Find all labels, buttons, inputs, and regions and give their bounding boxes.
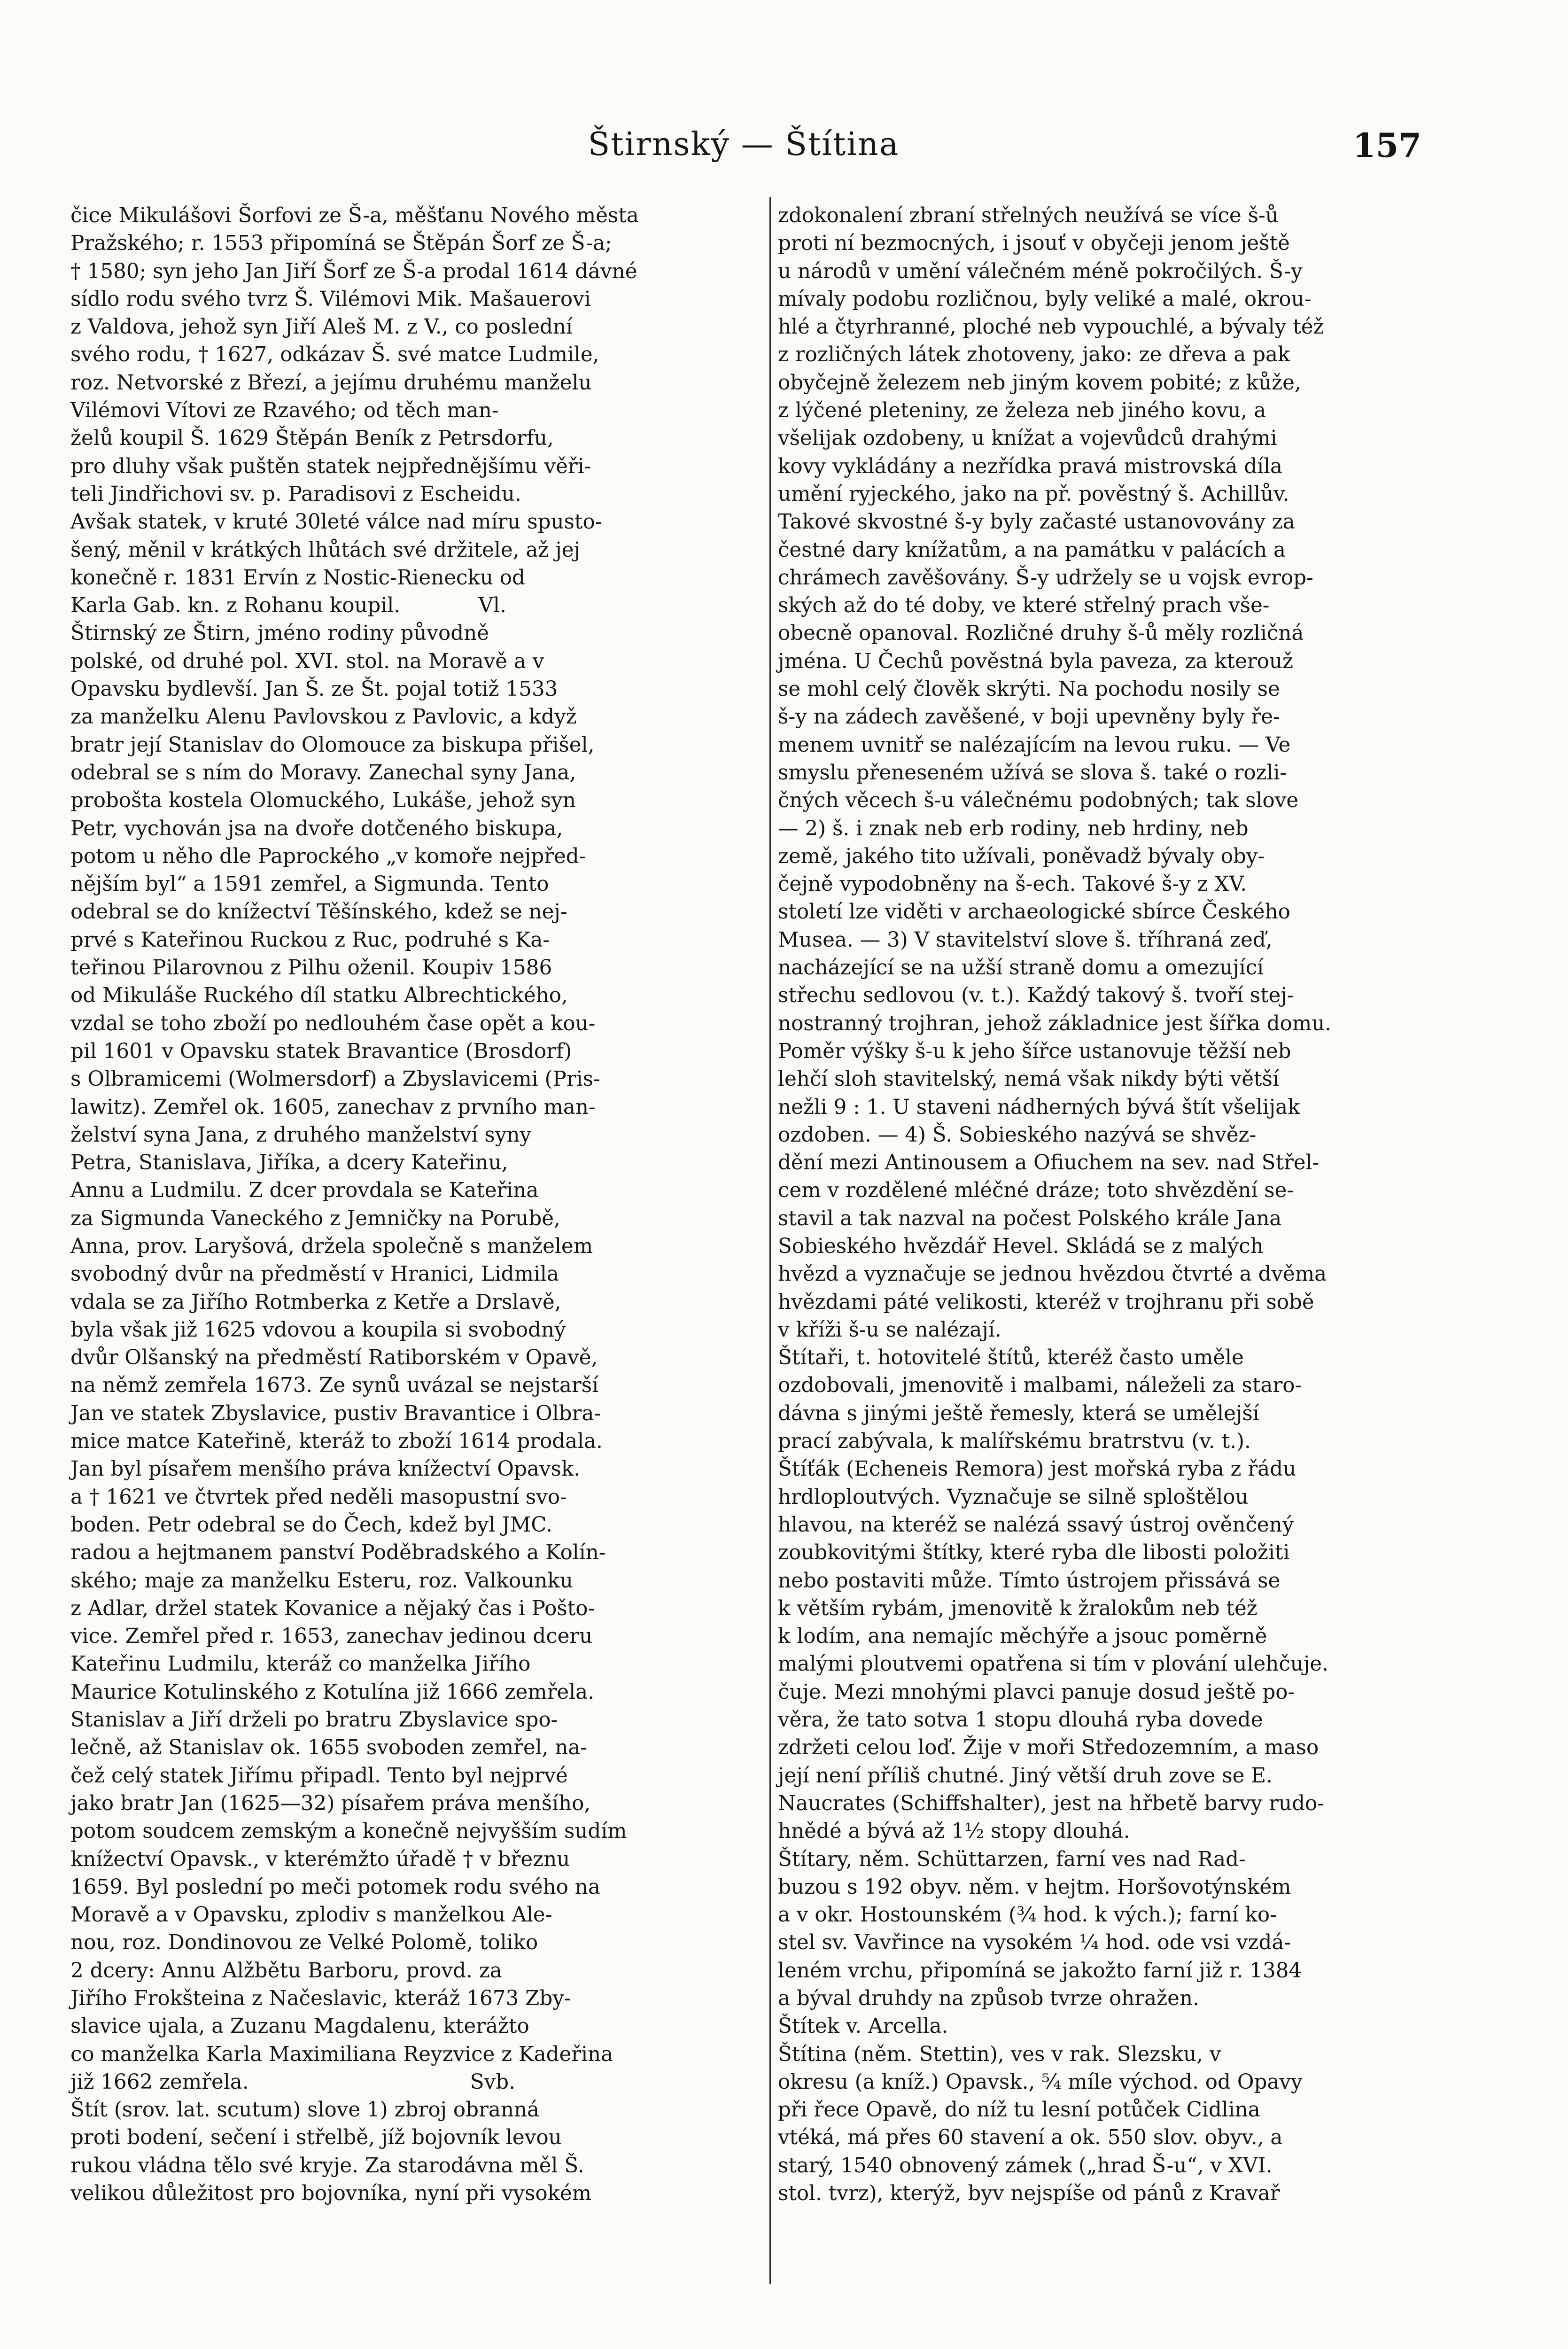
text-line: Maurice Kotulinského z Kotulína již 1666 zemřela. (70, 1680, 595, 1704)
text-line: Štítary, něm. Schüttarzen, farní ves nad Rad- (778, 1847, 1246, 1871)
text-line: starý, 1540 obnovený zámek („hrad Š-u“, v XVI. (778, 2154, 1273, 2178)
text-line: rukou vládna tělo své kryje. Za starodávna měl Š. (70, 2154, 584, 2178)
text-line: 2 dcery: Annu Alžbětu Barboru, provd. za (70, 1959, 502, 1983)
text-line: Štíťák (Echeneis Remora) jest mořská ryba z řádu (778, 1457, 1296, 1481)
text-line: hlavou, na kteréž se nalézá ssavý ústroj ověnčený (778, 1513, 1294, 1537)
text-line: k lodím, ana nemajíc měchýře a jsouc poměrně (778, 1625, 1267, 1649)
text-line: Štítaři, t. hotovitelé štítů, kteréž často uměle (778, 1346, 1244, 1370)
text-line: Kateřinu Ludmilu, kteráž co manželka Jiřího (70, 1652, 531, 1676)
text-line: vdala se za Jiřího Rotmberka z Ketře a Drslavě, (70, 1290, 561, 1314)
page-header (66, 126, 1421, 168)
text-line: nebo postaviti může. Tímto ústrojem přissává se (778, 1569, 1281, 1593)
text-line: hvězdami páté velikosti, kteréž v trojhranu při sobě (778, 1290, 1314, 1314)
text-line: obyčejně železem neb jiným kovem pobité; z kůže, (778, 371, 1301, 395)
text-line: čice Mikulášovi Šorfovi ze Š-a, měšťanu Nového města (70, 204, 639, 227)
text-line: na němž zemřela 1673. Ze synů uvázal se nejstarší (70, 1374, 599, 1398)
text-line: co manželka Karla Maximiliana Reyzvice z Kadeřina (70, 2042, 613, 2066)
text-line: její není příliš chutné. Jiný větší druh zove se E. (778, 1764, 1273, 1788)
text-line: všelijak ozdobeny, u knížat a vojevůdců drahými (778, 427, 1277, 451)
text-line: Takové skvostné š-y byly začasté ustanovovány za (778, 510, 1295, 534)
text-line: želů koupil Š. 1629 Štěpán Beník z Petrsdorfu, (70, 427, 554, 451)
text-line: s Olbramicemi (Wolmersdorf) a Zbyslavicemi (Pris- (70, 1067, 600, 1091)
text-line: Štít (srov. lat. scutum) slove 1) zbroj obranná (70, 2098, 540, 2122)
text-line: k větším rybám, jmenovitě k žralokům neb též (778, 1596, 1258, 1620)
text-line: smyslu přeneseném užívá se slova š. také o rozli- (778, 761, 1287, 785)
text-line: zdokonalení zbraní střelných neužívá se více š-ů (778, 204, 1279, 227)
text-line: Štítek v. Arcella. (778, 2015, 948, 2038)
text-line: nou, roz. Dondinovou ze Velké Polomě, toliko (70, 1931, 538, 1955)
text-line: ských až do té doby, ve které střelný prach vše- (778, 594, 1270, 618)
text-line: hlé a čtyrhranné, ploché neb vypouchlé, a bývaly též (778, 315, 1324, 339)
text-line: šený, měnil v krátkých lhůtách své držitele, až jej (70, 538, 581, 562)
text-line: při řece Opavě, do níž tu lesní potůček Cidlina (778, 2098, 1260, 2122)
text-line: leném vrchu, připomíná se jakožto farní již r. 1384 (778, 1959, 1302, 1983)
text-line: čejně vypodobněny na š-ech. Takové š-y z XV. (778, 872, 1247, 896)
text-line: Sobieského hvězdář Hevel. Skládá se z malých (778, 1234, 1264, 1258)
text-line: Petr, vychován jsa na dvoře dotčeného biskupa, (70, 817, 563, 840)
text-line: v kříži š-u se nalézají. (778, 1318, 1001, 1342)
text-line: svého rodu, † 1627, odkázav Š. své matce Ludmile, (70, 343, 599, 367)
text-line: Avšak statek, v kruté 30leté válce nad míru spusto- (70, 510, 602, 534)
text-line: střechu sedlovou (v. t.). Každý takový š. tvoří stej- (778, 984, 1294, 1008)
text-line: pro dluhy však puštěn statek nejpřednějšímu věři- (70, 454, 591, 478)
text-line: Moravě a v Opavsku, zplodiv s manželkou Ale- (70, 1903, 552, 1927)
text-line: stavil a tak nazval na počest Polského krále Jana (778, 1206, 1282, 1230)
text-line: hvězd a vyznačuje se jednou hvězdou čtvrté a dvěma (778, 1262, 1327, 1286)
text-line: cem v rozdělené mléčné dráze; toto shvězdění se- (778, 1179, 1294, 1203)
text-line: 1659. Byl poslední po meči potomek rodu svého na (70, 1875, 600, 1899)
text-line: roz. Netvorské z Březí, a jejímu druhému manželu (70, 371, 592, 395)
text-line: stol. tvrz), kterýž, byv nejspíše od pánů z Kravař (778, 2182, 1280, 2206)
text-line: jména. U Čechů pověstná byla paveza, za kterouž (778, 649, 1293, 673)
text-line: Jan byl písařem menšího práva knížectví Opavsk. (70, 1457, 581, 1481)
text-line: z Adlar, držel statek Kovanice a nějaký čas i Pošto- (70, 1596, 595, 1620)
text-line: Vilémovi Vítovi ze Rzavého; od těch man- (70, 399, 499, 423)
text-line: potom u něho dle Paprockého „v komoře nejpřed- (70, 844, 586, 868)
text-line: hrdloploutvých. Vyznačuje se silně sploštělou (778, 1485, 1249, 1509)
text-line: svobodný dvůr na předměstí v Hranici, Lidmila (70, 1262, 559, 1286)
text-line: za manželku Alenu Pavlovskou z Pavlovic, a když (70, 705, 577, 729)
text-line: proti bodení, sečení i střelbě, jíž bojovník levou (70, 2126, 562, 2150)
text-line: odebral se s ním do Moravy. Zanechal syny Jana, (70, 761, 576, 785)
text-line: Musea. — 3) V stavitelství slove š. tříhraná zeď, (778, 928, 1273, 952)
text-line: nějším byl“ a 1591 zemřel, a Sigmunda. Tento (70, 872, 549, 896)
text-line: u národů v umění válečném méně pokročilých. Š-y (778, 259, 1303, 283)
text-line: Naucrates (Schiffshalter), jest na hřbetě barvy rudo- (778, 1791, 1324, 1815)
text-line: Jiřího Frokšteina z Načeslavic, kteráž 1673 Zby- (70, 1987, 571, 2010)
text-line: mice matce Kateřině, kteráž to zboží 1614 prodala. (70, 1430, 603, 1454)
text-line: teli Jindřichovi sv. p. Paradisovi z Escheidu. (70, 482, 521, 506)
text-line: ozdoben. — 4) Š. Sobieského nazývá se shvěz- (778, 1123, 1257, 1147)
text-line: Štítina (něm. Stettin), ves v rak. Slezsku, v (778, 2042, 1221, 2066)
text-line: a v okr. Hostounském (¾ hod. k vých.); farní ko- (778, 1903, 1277, 1927)
text-line: š-y na zádech zavěšené, v boji upevněny byly ře- (778, 705, 1280, 729)
text-line: Poměr výšky š-u k jeho šířce ustanovuje těžší neb (778, 1039, 1291, 1063)
text-line: nežli 9 : 1. U staveni nádherných bývá štít všelijak (778, 1095, 1300, 1119)
text-line: dvůr Olšanský na předměstí Ratiborském v Opavě, (70, 1346, 598, 1370)
text-line: dění mezi Antinousem a Ofiuchem na sev. nad Střel- (778, 1151, 1320, 1175)
text-line: byla však již 1625 vdovou a koupila si svobodný (70, 1318, 566, 1342)
text-line: za Sigmunda Vaneckého z Jemničky na Porubě, (70, 1206, 560, 1230)
text-line: knížectví Opavsk., v kterémžto úřadě † v březnu (70, 1847, 570, 1871)
text-line: Annu a Ludmilu. Z dcer provdala se Kateřina (70, 1179, 539, 1203)
text-line: století lze viděti v archaeologické sbírce Českého (778, 900, 1290, 924)
text-line: Anna, prov. Laryšová, držela společně s manželem (70, 1234, 593, 1258)
text-line: boden. Petr odebral se do Čech, kdež byl JMC. (70, 1513, 552, 1537)
text-line: od Mikuláše Ruckého díl statku Albrechtického, (70, 984, 568, 1008)
text-line: a býval druhdy na způsob tvrze ohražen. (778, 1987, 1199, 2010)
text-line: z lýčené pleteniny, ze železa neb jiného kovu, a (778, 399, 1266, 423)
text-line: země, jakého tito užívali, poněvadž bývaly oby- (778, 844, 1265, 868)
text-line: umění ryjeckého, jako na př. pověstný š. Achillův. (778, 482, 1289, 506)
text-line: hnědé a bývá až 1½ stopy dlouhá. (778, 1820, 1130, 1843)
text-line: lečně, až Stanislav ok. 1655 svoboden zemřel, na- (70, 1736, 588, 1760)
text-line: z rozličných látek zhotoveny, jako: ze dřeva a pak (778, 343, 1290, 367)
text-line: pil 1601 v Opavsku statek Bravantice (Brosdorf) (70, 1039, 572, 1063)
text-line: se mohl celý člověk skrýti. Na pochodu nosily se (778, 677, 1280, 701)
text-line: potom soudcem zemským a konečně nejvyšším sudím (70, 1820, 627, 1843)
text-line: bratr její Stanislav do Olomouce za biskupa přišel, (70, 733, 595, 757)
text-line: lehčí sloh stavitelský, nemá však nikdy býti větší (778, 1067, 1279, 1091)
text-line: menem uvnitř se nalézajícím na levou ruku. — Ve (778, 733, 1291, 757)
left-column (70, 202, 756, 2208)
text-line: jako bratr Jan (1625—32) písařem práva menšího, (70, 1791, 591, 1815)
text-line: Opavsku bydlevší. Jan Š. ze Št. pojal totiž 1533 (70, 677, 558, 701)
text-line: stel sv. Vavřince na vysokém ¼ hod. ode vsi vzdá- (778, 1931, 1291, 1955)
text-line: kovy vykládány a nezřídka pravá mistrovská díla (778, 454, 1282, 478)
text-line: čež celý statek Jiřímu připadl. Tento byl nejprvé (70, 1764, 568, 1788)
text-line: konečně r. 1831 Ervín z Nostic-Rienecku od (70, 566, 525, 590)
text-line: proti ní bezmocných, i jsouť v obyčeji jenom ještě (778, 232, 1290, 256)
text-line: slavice ujala, a Zuzanu Magdalenu, kterážto (70, 2015, 529, 2038)
text-line: † 1580; syn jeho Jan Jiří Šorf ze Š-a prodal 1614 dávné (70, 259, 637, 283)
text-line: čných věcech š-u válečnému podobných; tak slove (778, 789, 1299, 813)
text-line: polské, od druhé pol. XVI. stol. na Moravě a v (70, 649, 544, 673)
page-number: 157 (1352, 126, 1421, 165)
text-line: a † 1621 ve čtvrtek před neděli masopustní svo- (70, 1485, 567, 1509)
text-line: lawitz). Zemřel ok. 1605, zanechav z prvního man- (70, 1095, 596, 1119)
text-line: dávna s jinými ještě řemesly, která se umělejší (778, 1401, 1259, 1425)
text-line: mívaly podobu rozličnou, byly veliké a malé, okrou- (778, 287, 1312, 311)
text-line: želství syna Jana, z druhého manželství syny (70, 1123, 532, 1147)
right-column (778, 202, 1464, 2208)
text-line: vzdal se toho zboží po nedlouhém čase opět a kou- (70, 1011, 596, 1035)
text-line: nacházející se na užší straně domu a omezující (778, 956, 1264, 980)
text-line: chrámech zavěšovány. Š-y udržely se u vojsk evrop- (778, 566, 1313, 590)
text-line: teřinou Pilarovnou z Pilhu oženil. Koupiv 1586 (70, 956, 552, 980)
text-line: Štirnský ze Štirn, jméno rodiny původně (70, 622, 489, 646)
text-line: čuje. Mezi mnohými plavci panuje dosud ještě po- (778, 1680, 1295, 1704)
column-divider (769, 197, 771, 2284)
text-line: okresu (a kníž.) Opavsk., ⁵⁄₄ míle východ. od Opavy (778, 2070, 1303, 2094)
text-line: buzou s 192 obyv. něm. v hejtm. Horšovotýnském (778, 1875, 1291, 1899)
text-line: Karla Gab. kn. z Rohanu koupil. Vl. (70, 594, 506, 618)
text-line: věra, že tato sotva 1 stopu dlouhá ryba dovede (778, 1708, 1263, 1732)
text-line: malými ploutvemi opatřena si tím v plování ulehčuje. (778, 1652, 1328, 1676)
text-line: sídlo rodu svého tvrz Š. Vilémovi Mik. Mašauerovi (70, 287, 591, 311)
text-line: Pražského; r. 1553 připomíná se Štěpán Šorf ze Š-a; (70, 232, 612, 256)
text-line: Stanislav a Jiří drželi po bratru Zbyslavice spo- (70, 1708, 558, 1732)
text-line: velikou důležitost pro bojovníka, nyní při vysokém (70, 2182, 592, 2206)
text-line: vtéká, má přes 60 stavení a ok. 550 slov. obyv., a (778, 2126, 1283, 2150)
text-line: prací zabývala, k malířskému bratrstvu (v. t.). (778, 1430, 1251, 1454)
text-line: vice. Zemřel před r. 1653, zanechav jedinou dceru (70, 1625, 593, 1649)
text-line: radou a hejtmanem panství Poděbradského a Kolín- (70, 1541, 606, 1565)
text-line: z Valdova, jehož syn Jiří Aleš M. z V., co poslední (70, 315, 573, 339)
running-title: Štirnský — Štítina (588, 126, 900, 163)
text-line: čestné dary knížatům, a na památku v palácích a (778, 538, 1286, 562)
text-line: zoubkovitými štítky, které ryba dle libosti položiti (778, 1541, 1290, 1565)
text-line: ozdobovali, jmenovitě i malbami, náleželi za staro- (778, 1374, 1302, 1398)
text-line: obecně opanoval. Rozličné druhy š-ů měly rozličná (778, 622, 1304, 646)
text-line: zdržeti celou loď. Žije v moři Středozemním, a maso (778, 1736, 1319, 1760)
text-line: již 1662 zemřela. Svb. (70, 2070, 516, 2094)
text-line: prvé s Kateřinou Ruckou z Ruc, podruhé s Ka- (70, 928, 550, 952)
text-line: odebral se do knížectví Těšínského, kdež se nej- (70, 900, 567, 924)
text-line: Jan ve statek Zbyslavice, pustiv Bravantice i Olbra- (70, 1401, 601, 1425)
text-line: — 2) š. i znak neb erb rodiny, neb hrdiny, neb (778, 817, 1249, 840)
text-line: proboštа kostela Olomuckého, Lukáše, jehož syn (70, 789, 576, 813)
text-line: nostranný trojhran, jehož základnice jest šířka domu. (778, 1011, 1332, 1035)
text-line: Petra, Stanislava, Jiříka, a dcery Kateřinu, (70, 1151, 508, 1175)
text-line: ského; maje za manželku Esteru, roz. Valkounku (70, 1569, 573, 1593)
